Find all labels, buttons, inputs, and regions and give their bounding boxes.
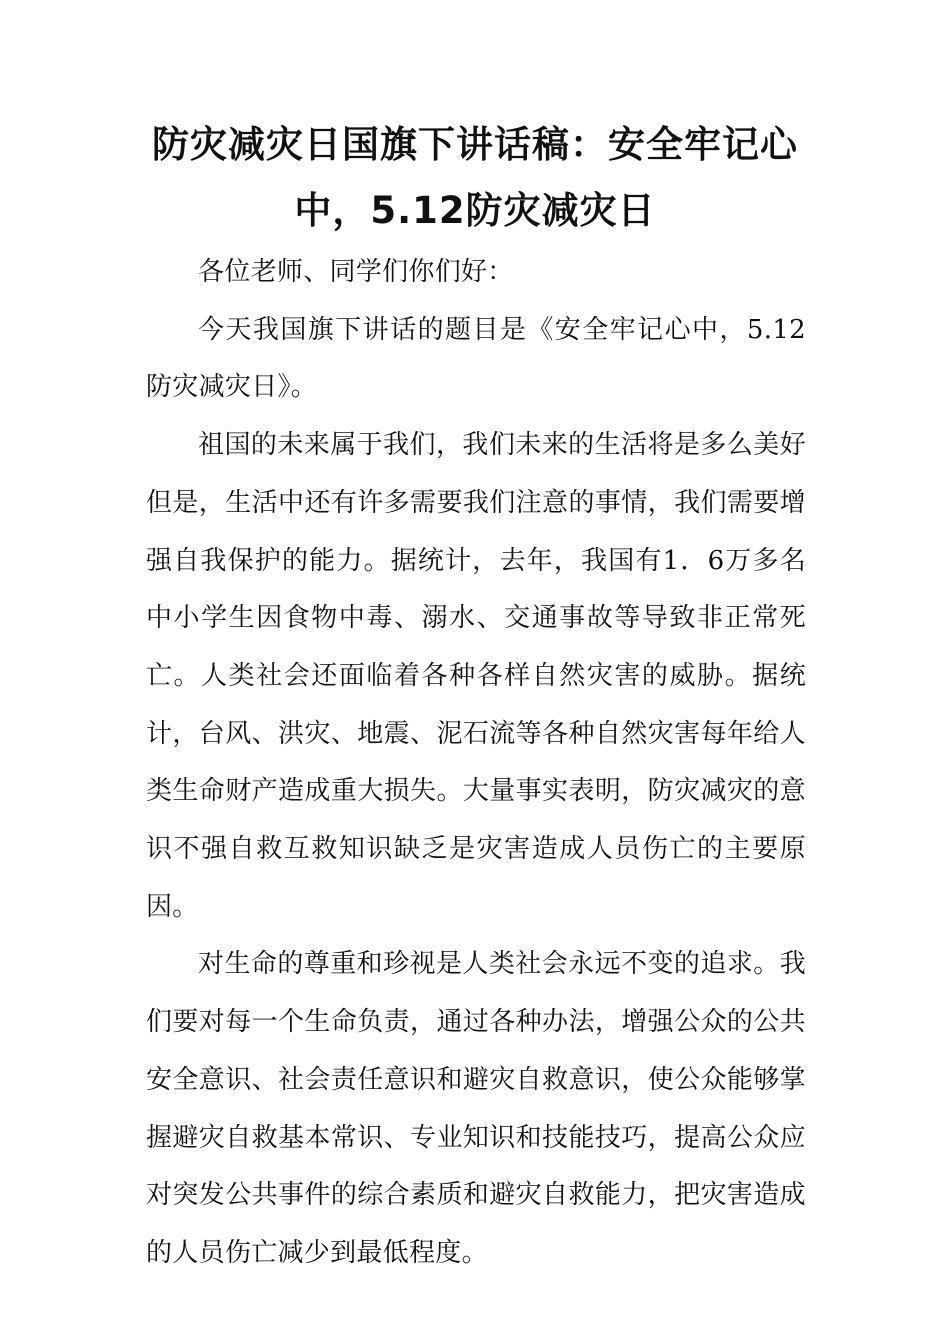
document-title (130, 112, 820, 244)
title-line-2: 中，5.12防灾减灾日 (294, 189, 656, 232)
statistics-paragraph: 祖国的未来属于我们，我们未来的生活将是多么美好但是，生活中还有许多需要我们注意的事情，我们需要增强自我保护的能力。据统计，去年，我国有1．6万多名中小学生因食物中毒、溺水、交通事故等导致非正常死亡。人类社会还面临着各种各样自然灾害的威胁。据统计，台风、洪灾、地震、泥石流等各种自然灾害每年给人类生命财产造成重大损失。大量事实表明，防灾减灾的意识不强自救互救知识缺乏是灾害造成人员伤亡的主要原因。 (146, 430, 806, 922)
document-body (146, 244, 806, 1283)
greeting-paragraph: 各位老师、同学们你们好： (198, 257, 514, 287)
topic-paragraph: 今天我国旗下讲话的题目是《安全牢记心中，5.12防灾减灾日》。 (146, 314, 806, 403)
title-line-1: 防灾减灾日国旗下讲话稿：安全牢记心 (152, 123, 798, 166)
conclusion-paragraph: 对生命的尊重和珍视是人类社会永远不变的追求。我们要对每一个生命负责，通过各种办法，增强公众的公共安全意识、社会责任意识和避灾自救意识，使公众能够掌握避灾自救基本常识、专业知识和技能技巧，提高公众应对突发公共事件的综合素质和避灾自救能力，把灾害造成的人员伤亡减少到最低程度。 (146, 949, 806, 1268)
